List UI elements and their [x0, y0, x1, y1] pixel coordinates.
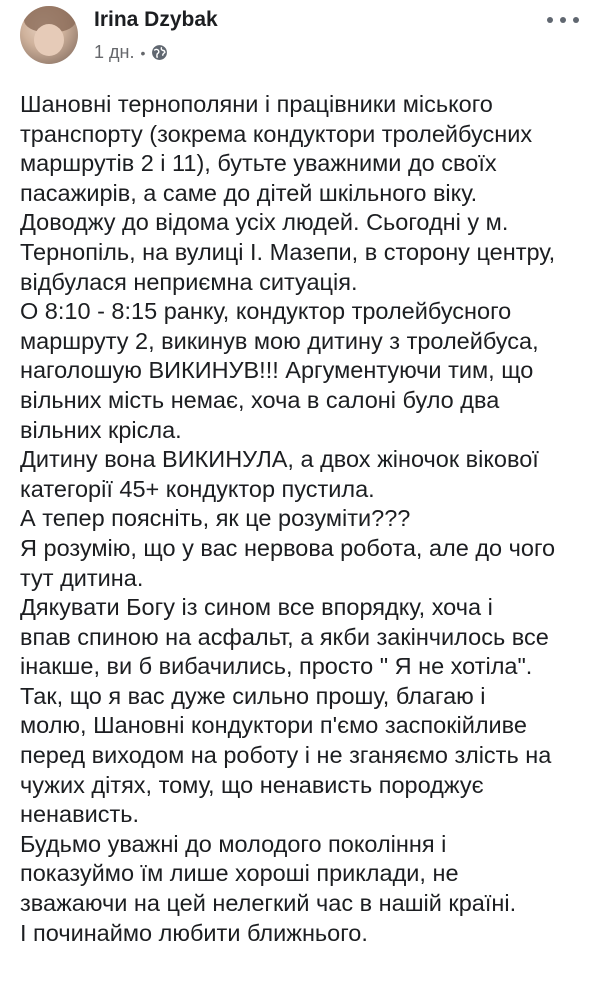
post-text-line: відбулася неприємна ситуація.	[20, 268, 358, 295]
post-text-line: О 8:10 - 8:15 ранку, кондуктор тролейбусного	[20, 298, 512, 325]
post-text-line: Дякувати Богу із сином все впорядку, хоча і	[20, 594, 493, 621]
post-text-line: Я розумію, що у вас нервова робота, але до чого	[20, 534, 556, 561]
post-text-line: маршруту 2, викинув мою дитину з тролейбуса,	[20, 327, 539, 354]
post-text-line: перед виходом на роботу і не зганяємо злість на	[20, 742, 552, 769]
post-text-line: Дитину вона ВИКИНУЛА, а двох жіночок вікової	[20, 446, 539, 473]
globe-icon[interactable]	[151, 44, 168, 61]
post-text-line: впав спиною на асфальт, а якби закінчилось все	[20, 623, 549, 650]
meta-separator: •	[140, 44, 146, 61]
post-text-line: І починаймо любити ближнього.	[20, 919, 368, 946]
post-text-line: наголошую ВИКИНУВ!!! Аргументуючи тим, що	[20, 357, 534, 384]
post-text-line: Шановні тернополяни і працівники міського	[20, 91, 493, 117]
post-text-line: молю, Шановні кондуктори п'ємо заспокійливе	[20, 712, 527, 739]
post-text-line: ненависть.	[20, 801, 139, 828]
avatar-face	[34, 24, 64, 56]
post-body	[20, 90, 590, 948]
post-text-line: категорії 45+ кондуктор пустила.	[20, 475, 375, 502]
post-header	[0, 0, 601, 80]
post-text-line: інакше, ви б вибачились, просто " Я не хотіла".	[20, 653, 533, 680]
post-text-line: А тепер поясніть, як це розуміти???	[20, 505, 411, 532]
post-meta	[94, 42, 168, 63]
post-text-line: пасажирів, а саме до дітей шкільного віку.	[20, 179, 478, 206]
more-dot	[573, 17, 579, 23]
post-text-line: вільних мість немає, хоча в салоні було два	[20, 386, 500, 413]
post-text-line: зважаючи на цей нелегкий час в нашій країні.	[20, 890, 517, 917]
author-name[interactable]: Irina Dzybak	[94, 8, 218, 31]
post-text-line: Так, що я вас дуже сильно прошу, благаю і	[20, 682, 486, 709]
more-horizontal-icon[interactable]	[547, 10, 579, 30]
post-text-line: вільних крісла.	[20, 416, 182, 443]
more-dot	[560, 17, 566, 23]
post-text-line: Доводжу до відома усіх людей. Сьогодні у м.	[20, 209, 509, 236]
post-time[interactable]: 1 дн.	[94, 42, 135, 62]
post-text-line: маршрутів 2 і 11), бутьте уважними до своїх	[20, 150, 497, 177]
post-text-line: Будьмо уважні до молодого покоління і	[20, 830, 447, 857]
post-text-line: показуймо їм лише хороші приклади, не	[20, 860, 459, 887]
more-dot	[547, 17, 553, 23]
post-text-line: транспорту (зокрема кондуктори тролейбусних	[20, 120, 533, 147]
post-text-line: тут дитина.	[20, 564, 144, 591]
post-text-line: чужих дітях, тому, що ненависть породжує	[20, 771, 484, 798]
avatar[interactable]	[20, 6, 78, 64]
post-text-line: Тернопіль, на вулиці І. Мазепи, в сторону центру,	[20, 238, 556, 265]
